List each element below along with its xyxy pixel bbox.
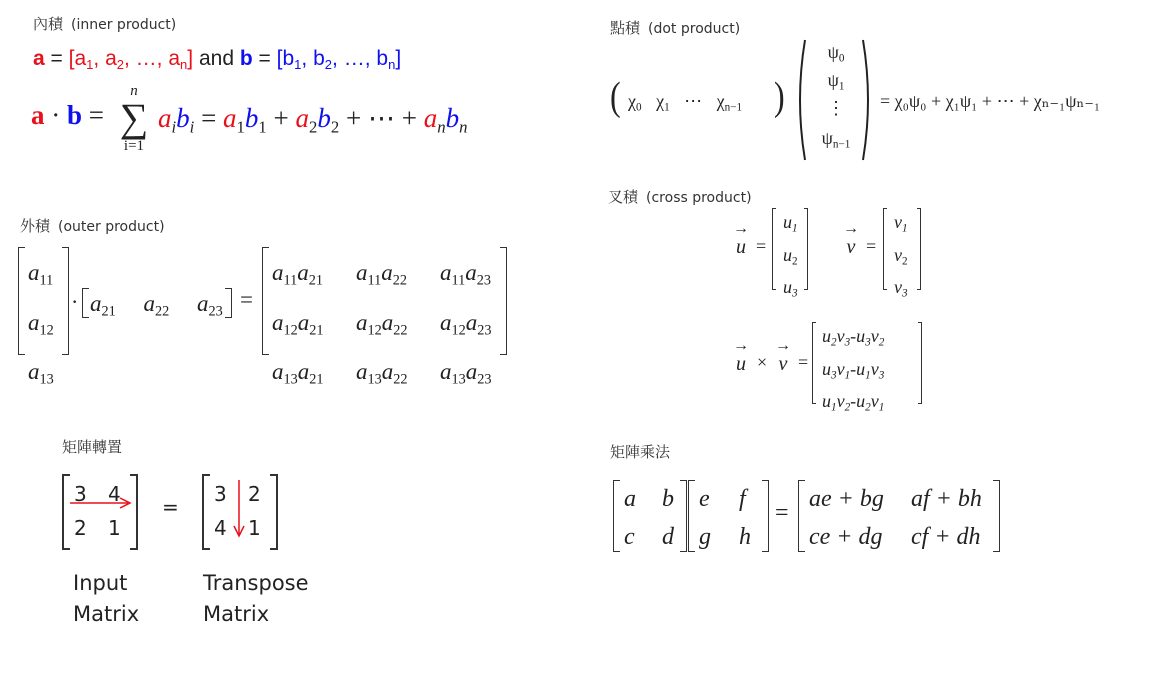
input-left-bracket bbox=[62, 474, 70, 550]
matmul-equals: = bbox=[775, 500, 789, 526]
u-right-bracket bbox=[804, 208, 808, 290]
v-components: $v_1$ $v_2$ $v_3$ bbox=[894, 212, 908, 300]
matrix-c-left-bracket bbox=[798, 480, 805, 552]
equals-sign: = bbox=[258, 47, 271, 70]
outer-result-left-bracket bbox=[262, 247, 269, 355]
output-left-bracket bbox=[202, 474, 210, 550]
outer-product-heading: 外積 (outer product) bbox=[20, 217, 165, 235]
cross-symbol: × bbox=[757, 352, 768, 372]
inner-product-formula: a · b = bbox=[31, 100, 105, 130]
vector-a-symbol: a bbox=[33, 47, 45, 70]
outer-result-right-bracket bbox=[500, 247, 507, 355]
matrix-b-right-bracket bbox=[762, 480, 769, 552]
matrix-a-left-bracket bbox=[613, 480, 620, 552]
vector-definitions bbox=[33, 47, 401, 72]
equals-sign: = bbox=[50, 47, 63, 70]
transpose-matrix-label: Transpose Matrix bbox=[203, 571, 309, 626]
outer-result-matrix: $a_{11}a_{21}$ $a_{11}a_{22}$ $a_{11}a_{23}$ $a_{12}a_{21}$ $a_{12}a_{22}$ $a_{12}a_{23}$ $a_{13}a_{21}$ $a_{13}a_{22}$ $a_{13}a_{23}$ bbox=[272, 260, 492, 388]
and-word: and bbox=[198, 47, 235, 70]
matrix-c-right-bracket bbox=[993, 480, 1000, 552]
u-cross-label: → u bbox=[733, 337, 749, 375]
transpose-heading: 矩陣轉置 bbox=[62, 438, 123, 456]
row-vector-left-paren: ( bbox=[610, 73, 621, 119]
input-matrix-label: Input Matrix bbox=[73, 571, 140, 626]
output-matrix: 3 2 4 1 bbox=[214, 482, 261, 540]
vector-b-symbol: b bbox=[239, 47, 253, 70]
matrix-c: ae + bg af + bh ce + dg cf + dh bbox=[809, 486, 982, 550]
column-arrow-icon bbox=[232, 478, 246, 540]
matmul-heading: 矩陣乘法 bbox=[610, 443, 671, 461]
outer-equals: = bbox=[240, 287, 253, 312]
matrix-b: e f g h bbox=[699, 486, 751, 550]
cross-equals: = bbox=[798, 352, 809, 372]
cross-result-right-bracket bbox=[918, 322, 922, 404]
v-left-bracket bbox=[883, 208, 887, 290]
column-vector-psi: $\psi_0$ $\psi_1$ ⋮ $\psi_{n-1}$ bbox=[821, 42, 851, 151]
outer-dot: · bbox=[71, 289, 79, 314]
cross-result-left-bracket bbox=[812, 322, 816, 404]
row-vector-right-paren: ) bbox=[774, 73, 785, 119]
v-cross-label: → v bbox=[775, 337, 791, 375]
matrix-a-right-bracket bbox=[680, 480, 687, 552]
vector-a-components: [$a_1$, $a_2$, …, $a_n$] bbox=[68, 47, 194, 73]
input-matrix: 3 4 2 1 bbox=[74, 482, 121, 540]
outer-row-right-bracket bbox=[225, 288, 232, 318]
matrix-a: a b c d bbox=[624, 486, 674, 550]
row-vector-chi: $\chi_0$ $\chi_1$ ⋯ $\chi_{n-1}$ bbox=[628, 91, 743, 114]
cross-result-components: $u_2v_3-u_3v_2$ $u_3v_1-u_1v_3$ $u_1v_2-u_2v_1$ bbox=[822, 326, 885, 414]
outer-column-vector: $a_{11}$ $a_{12}$ $a_{13}$ bbox=[28, 260, 54, 388]
outer-col-right-bracket bbox=[62, 247, 69, 355]
dot-product-heading: 點積 (dot product) bbox=[610, 19, 741, 37]
v-equals: = bbox=[866, 236, 877, 256]
outer-row-vector: $a_{21}$ $a_{22}$ $a_{23}$ bbox=[90, 291, 223, 320]
output-right-bracket bbox=[270, 474, 278, 550]
summation-symbol: n ∑ i=1 bbox=[119, 83, 149, 154]
transpose-equals: = bbox=[162, 495, 179, 519]
row-arrow-icon bbox=[68, 496, 134, 510]
inner-product-expansion: $a_ib_i = a_1b_1 + a_2b_2$ + ⋯ + $a_nb_n$ bbox=[158, 103, 468, 137]
u-components: $u_1$ $u_2$ $u_3$ bbox=[783, 212, 798, 300]
cross-product-heading: 叉積 (cross product) bbox=[608, 188, 752, 206]
u-vector-label: → u bbox=[733, 220, 749, 258]
inner-product-heading bbox=[33, 13, 176, 34]
v-vector-label: → v bbox=[843, 220, 859, 258]
v-right-bracket bbox=[917, 208, 921, 290]
vector-b-components: [$b_1$, $b_2$, …, $b_n$] bbox=[276, 47, 402, 73]
heading-en: (inner product) bbox=[71, 17, 177, 33]
u-left-bracket bbox=[772, 208, 776, 290]
dot-product-result: = χ₀ψ₀ + χ₁ψ₁ + ⋯ + χₙ₋₁ψₙ₋₁ bbox=[880, 91, 1101, 111]
matrix-b-left-bracket bbox=[688, 480, 695, 552]
heading-zh: 內積 bbox=[33, 15, 64, 33]
outer-row-left-bracket bbox=[82, 288, 89, 318]
outer-col-left-bracket bbox=[18, 247, 25, 355]
input-right-bracket bbox=[130, 474, 138, 550]
u-equals: = bbox=[756, 236, 767, 256]
